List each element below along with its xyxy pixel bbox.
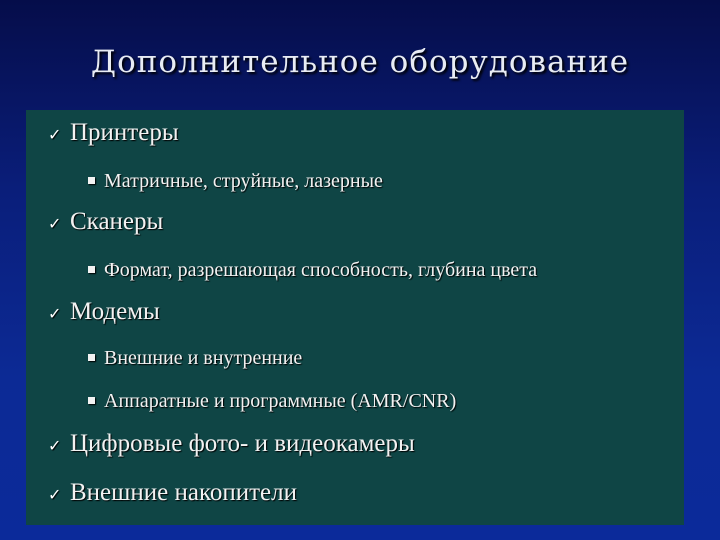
checkmark-icon: ✓ (48, 485, 62, 504)
sub-bullet-modem-hardware-software (88, 390, 456, 413)
sub-bullet-label: Аппаратные и программные (AMR/CNR) (104, 390, 457, 412)
checkmark-icon: ✓ (48, 436, 62, 455)
bullet-item-modems (48, 298, 160, 326)
sub-bullet-printer-types (88, 170, 383, 193)
bullet-item-digital-cameras (48, 430, 415, 458)
sub-bullet-label: Матричные, струйные, лазерные (104, 170, 383, 192)
sub-bullet-label: Внешние и внутренние (104, 347, 303, 369)
checkmark-icon: ✓ (48, 304, 62, 323)
bullet-item-printers (48, 119, 179, 147)
square-bullet-icon (88, 354, 95, 361)
square-bullet-icon (88, 177, 95, 184)
bullet-label: Внешние накопители (70, 479, 297, 506)
sub-bullet-modem-external-internal (88, 347, 302, 370)
square-bullet-icon (88, 397, 95, 404)
slide-title: Дополнительное оборудование (90, 44, 630, 80)
bullet-label: Сканеры (70, 208, 164, 235)
sub-bullet-label: Формат, разрешающая способность, глубина цвета (104, 259, 538, 281)
checkmark-icon: ✓ (48, 214, 62, 233)
sub-bullet-scanner-specs (88, 259, 537, 282)
bullet-label: Модемы (70, 298, 160, 325)
square-bullet-icon (88, 266, 95, 273)
bullet-item-scanners (48, 208, 163, 236)
bullet-label: Принтеры (70, 119, 179, 146)
bullet-label: Цифровые фото- и видеокамеры (70, 430, 415, 457)
checkmark-icon: ✓ (48, 125, 62, 144)
bullet-item-external-storage (48, 479, 297, 507)
